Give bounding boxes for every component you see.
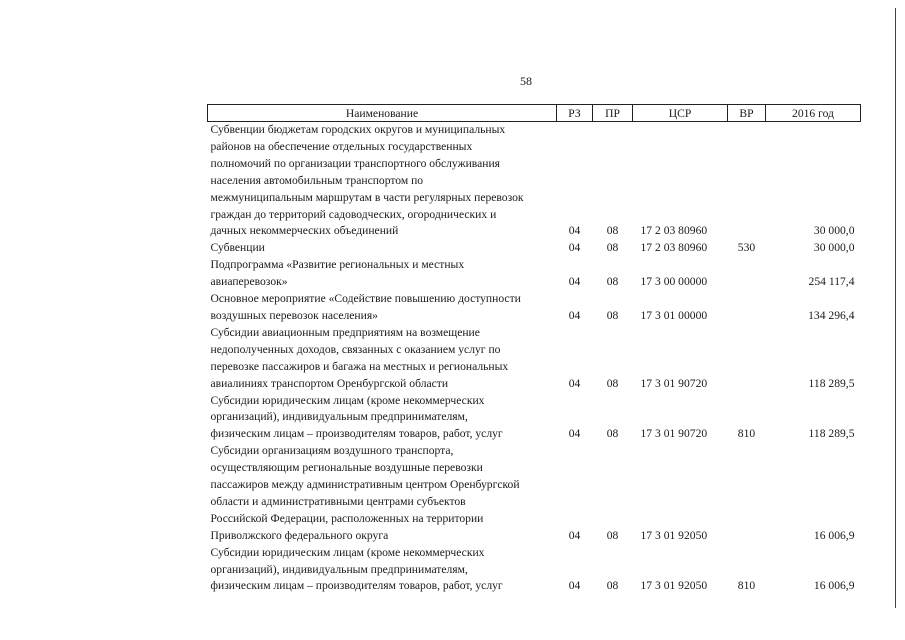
row-vr: [728, 122, 766, 241]
row-vr: 530: [737, 241, 756, 255]
row-name: Субсидии авиационным предприятиям на возмещение недополученных доходов, связанных с оказанием услуг по перевозке пассажиров и багажа на местных и региональных авиалиниях транспортом Оренбургской области: [210, 325, 509, 390]
table-row: [208, 257, 861, 291]
row-vr: [728, 291, 766, 325]
row-name: Подпрограмма «Развитие региональных и местных авиаперевозок»: [210, 258, 465, 289]
header-year: 2016 год: [766, 105, 861, 122]
row-name: Субвенции: [210, 241, 265, 255]
row-name: Субсидии организациям воздушного транспорта, осуществляющим региональные воздушные перевозки пассажиров между административным центром Оренбургской области и административными центрами субъектов Российской Федерации, расположенных на территории Приволжского федерального округа: [210, 444, 520, 542]
row-csr: 17 3 01 00000: [640, 308, 708, 322]
header-pr: ПР: [593, 105, 633, 122]
row-pr: 08: [606, 241, 619, 255]
row-rz: 04: [568, 241, 581, 255]
table-header: [208, 105, 861, 122]
row-csr: 17 2 03 80960: [640, 241, 708, 255]
row-pr: 08: [606, 224, 619, 238]
page-number: 58: [520, 74, 532, 88]
budget-table: [207, 104, 861, 595]
table-row: [208, 443, 861, 544]
row-vr: 810: [737, 427, 756, 441]
row-amount: 134 296,4: [808, 308, 855, 322]
scan-edge-line: [895, 8, 896, 608]
row-rz: 04: [568, 376, 581, 390]
row-name: Основное мероприятие «Содействие повышению доступности воздушных перевозок населения»: [210, 292, 521, 322]
row-csr: 17 3 01 92050: [640, 579, 708, 593]
table-row: [208, 325, 861, 393]
row-rz: 04: [568, 308, 581, 322]
table-row: [208, 240, 861, 257]
table-body: [208, 122, 861, 596]
header-rz: РЗ: [557, 105, 593, 122]
row-rz: 04: [568, 275, 581, 289]
header-name: Наименование: [208, 105, 557, 122]
row-csr: 17 3 01 90720: [640, 427, 708, 441]
row-vr: [728, 443, 766, 544]
row-pr: 08: [606, 376, 619, 390]
row-name: Субсидии юридическим лицам (кроме некоммерческих организаций), индивидуальным предпринимателям, физическим лицам – производителям товаров, работ, услуг: [210, 545, 503, 593]
table-row: [208, 291, 861, 325]
row-amount: 254 117,4: [808, 275, 855, 289]
header-vr: ВР: [728, 105, 766, 122]
row-amount: 30 000,0: [813, 224, 855, 238]
row-amount: 16 006,9: [813, 528, 855, 542]
row-pr: 08: [606, 308, 619, 322]
row-csr: 17 3 01 92050: [640, 528, 708, 542]
row-pr: 08: [606, 275, 619, 289]
row-amount: 118 289,5: [808, 376, 855, 390]
row-csr: 17 3 00 00000: [640, 275, 708, 289]
row-amount: 16 006,9: [813, 579, 855, 593]
row-csr: 17 3 01 90720: [640, 376, 708, 390]
row-pr: 08: [606, 427, 619, 441]
header-csr: ЦСР: [633, 105, 728, 122]
row-rz: 04: [568, 579, 581, 593]
row-amount: 30 000,0: [813, 241, 855, 255]
header-row: [208, 105, 861, 122]
row-rz: 04: [568, 224, 581, 238]
row-name: Субсидии юридическим лицам (кроме некоммерческих организаций), индивидуальным предпринимателям, физическим лицам – производителям товаров, работ, услуг: [210, 393, 503, 441]
row-vr: 810: [737, 579, 756, 593]
row-csr: 17 2 03 80960: [640, 224, 708, 238]
row-vr: [728, 257, 766, 291]
row-amount: 118 289,5: [808, 427, 855, 441]
row-rz: 04: [568, 528, 581, 542]
table-row: [208, 122, 861, 241]
row-rz: 04: [568, 427, 581, 441]
row-pr: 08: [606, 579, 619, 593]
table-row: [208, 545, 861, 596]
table-row: [208, 393, 861, 444]
row-name: Субвенции бюджетам городских округов и муниципальных районов на обеспечение отдельных государственных полномочий по организации транспортного обслуживания населения автомобильным транспортом по межмуниципальным маршрутам в части регулярных перевозок граждан до территорий садоводческих, огороднических и дачных некоммерческих объединений: [210, 123, 524, 238]
row-vr: [728, 325, 766, 393]
row-pr: 08: [606, 528, 619, 542]
